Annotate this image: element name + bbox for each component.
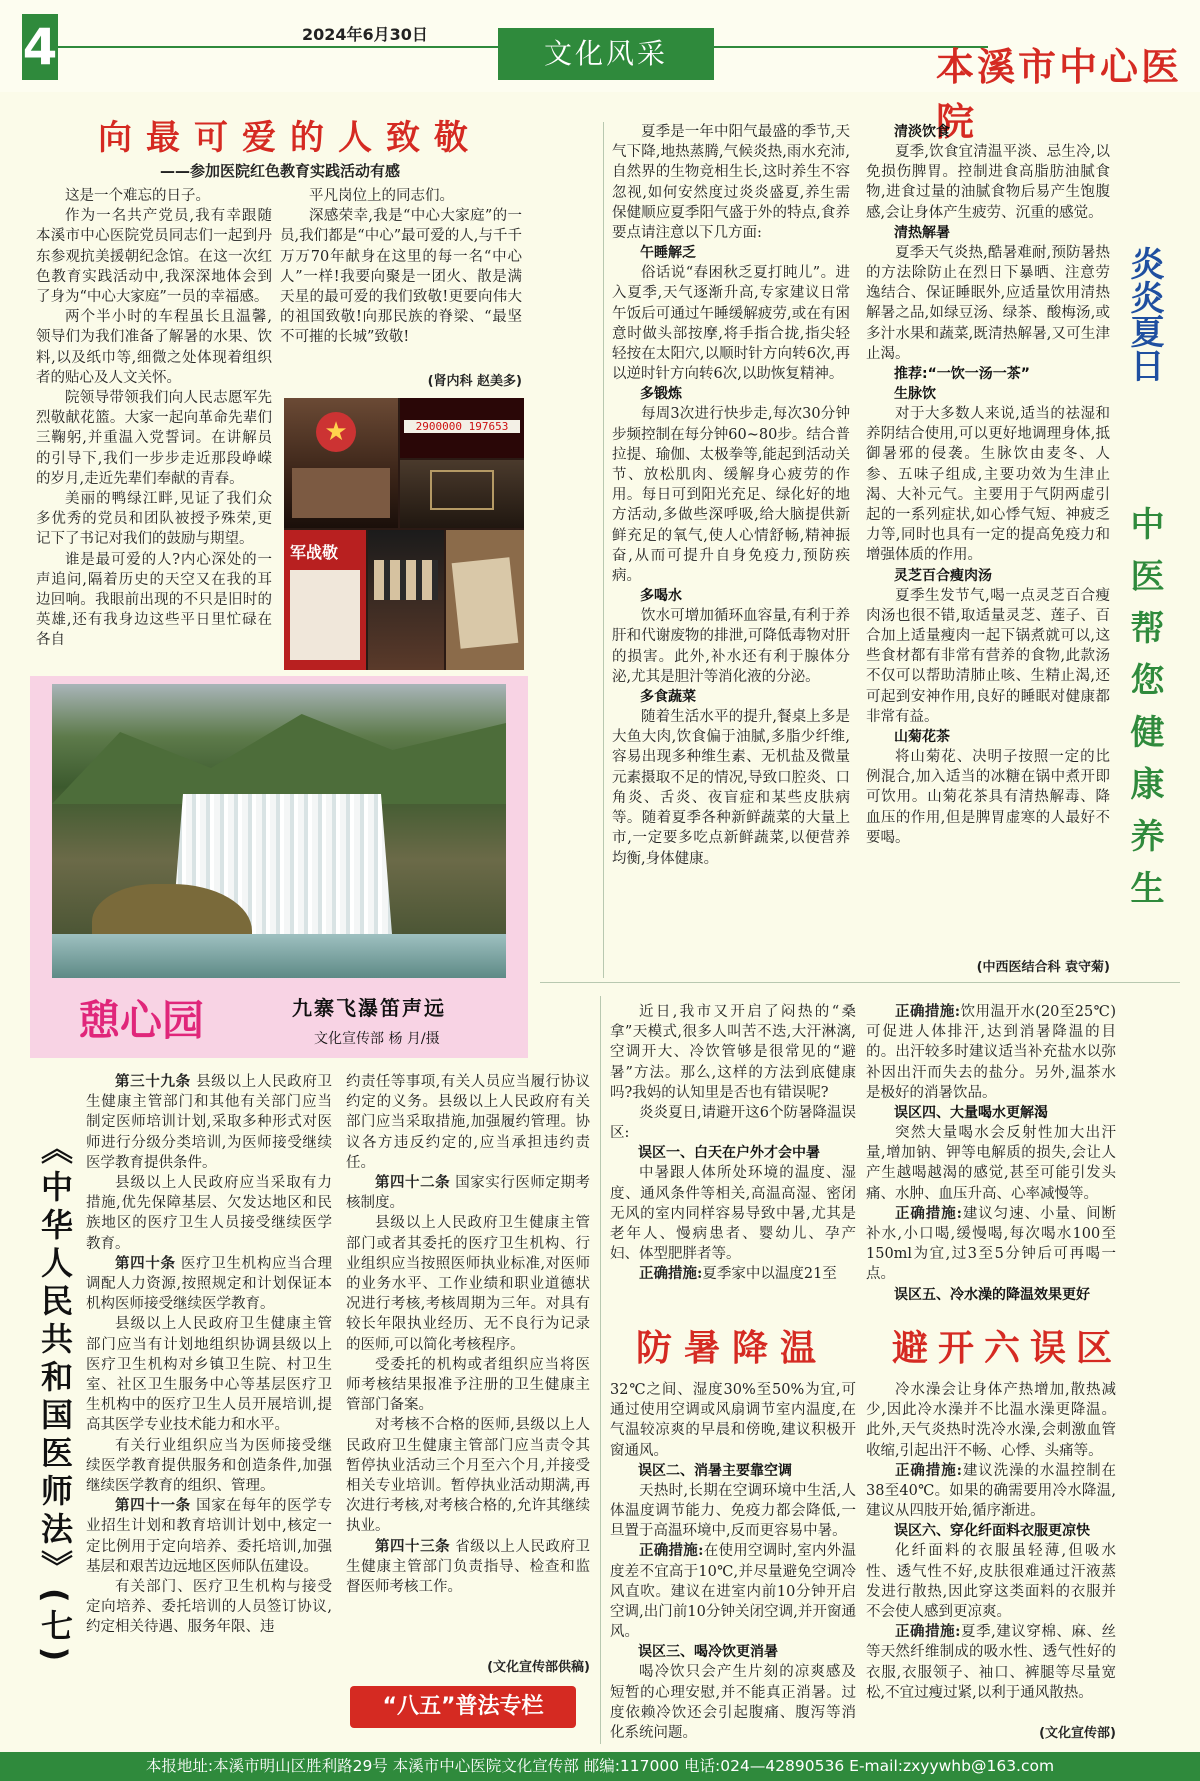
heat-col2-bottom [866,1380,1116,1720]
law-article [86,1173,332,1254]
measure-label: 正确措施: [895,1003,961,1020]
article-text: 有关行业组织应当为医师接受继续医学教育提供服务和创造条件,加强继续医学教育的组织、管理。 [86,1437,332,1495]
photo-paper [452,557,519,649]
subheading: 多喝水 [640,588,682,605]
photo-panel [290,570,360,660]
issue-date: 2024年6月30日 [302,25,428,44]
paragraph: 化纤面料的衣服虽轻薄,但吸水性、透气性不好,皮肤很难通过汗液蒸发进行散热,因此穿这类面料的衣服并不会使人感到更凉爽。 [866,1543,1116,1621]
article-number: 第三十九条 [115,1073,191,1090]
article-text: 县级以上人民政府应当采取有力措施,优先保障基层、欠发达地区和民族地区的医疗卫生人员接受继续医学教育。 [86,1175,332,1252]
measure-text: 夏季家中以温度21至 [702,1266,837,1283]
law-signature: (文化宣传部供稿) [487,1660,590,1675]
article-text: 对考核不合格的医师,县级以上人民政府卫生健康主管部门应当责令其暂停执业活动三个月至六个月,并接受相关专业培训。暂停执业活动期满,再次进行考核,对考核合格的,允许其继续执业。 [346,1417,590,1535]
paragraph: 美丽的鸭绿江畔,见证了我们众多优秀的党员和团队被授予殊荣,更记下了书记对我们的鼓励与期望。 [36,491,272,548]
subheading: 多锻炼 [640,386,682,403]
measure-text: 建议匀速、小量、间断补水,小口喝,缓慢喝,每次喝水100至150ml为宜,过3至5分钟后可再喝一点。 [866,1205,1116,1283]
measure [610,1264,856,1284]
article-text: 国家在每年的医学专业招生计划和教育培训计划中,核定一定比例用于定向培养、委托培训,加强基层和艰苦边远地区医师队伍建设。 [86,1498,332,1575]
measure-text: 在使用空调时,室内外温度差不宜高于10℃,并尽量避免空调冷风直吹。建议在进室内前10分钟开启空调,出门前10分钟关闭空调,并开窗通风。 [610,1543,856,1641]
waterfall-photo [52,684,506,978]
article-text: 国家实行医师定期考核制度。 [346,1175,590,1212]
paragraph: 饮水可增加循环血容量,有利于养肝和代谢废物的排泄,可降低毒物对肝的损害。此外,补水还有利于腺体分泌,尤其是胆汁等消化液的分泌。 [612,608,850,685]
measure [866,1622,1116,1703]
heat-col1-bottom [610,1380,856,1744]
article-number: 第四十二条 [375,1174,451,1192]
measure [866,1002,1116,1103]
law-col1 [86,1072,332,1744]
paragraph: 深感荣幸,我是“中心大家庭”的一员,我们都是“中心”最可爱的人,与千千万万70年献身在这里的每一名“中心人”一样!我要向聚是一团火、散是满天星的最可爱的我们致敬!更要向伟大的祖国致敬!向那民族的脊梁、“最坚不可摧的长城”致敬! [280,208,522,346]
counter-text: 2900000 197653 [404,420,520,433]
law-article [86,1314,332,1435]
subheading: 误区四、大量喝水更解渴 [894,1105,1048,1122]
subheading: 误区一、白天在户外才会中暑 [638,1145,820,1162]
paragraph: 中暑跟人体所处环境的温度、湿度、通风条件等相关,高温高湿、密闭无风的室内同样容易导致中暑,尤其是老年人、慢病患者、婴幼儿、孕产妇、体型肥胖者等。 [610,1165,856,1263]
paragraph: 天热时,长期在空调环境中生活,人体温度调节能力、免疫力都会降低,一旦置于高温环境中,反而更容易中暑。 [610,1482,856,1540]
paragraph: 谁是最可爱的人?内心深处的一声追问,隔着历史的天空又在我的耳边回响。我眼前出现的不只是旧时的英雄,还有我身边这些平日里忙碌在各自 [36,551,272,649]
paragraph: 冷水澡会让身体产热增加,散热减少,因此冷水澡并不比温水澡更降温。此外,天气炎热时洗冷水澡,会刺激血管收缩,引起出汗不畅、心悸、头痛等。 [866,1382,1116,1459]
law-article [86,1496,332,1577]
subheading: 误区三、喝冷饮更消暑 [638,1644,778,1661]
measure [866,1204,1116,1285]
paragraph: 近日,我市又开启了闷热的“桑拿”天模式,很多人叫苦不迭,大汗淋漓,空调开大、冷饮管够是很常见的“避暑”方法。那么,这样的方法到底健康吗?我妈的认知里是否也有错误呢? [610,1004,856,1101]
article-text: 县级以上人民政府卫生健康主管部门或者其委托的医疗卫生机构、行业组织应当按照医师执业标准,对医师的业务水平、工作业绩和职业道德状况进行考核,考核周期为三年。对具有较长年限执业经历、无不良行为记录的医师,可以简化考核程序。 [346,1215,590,1353]
paragraph: 作为一名共产党员,我有幸跟随本溪市中心医院党员同志们一起到丹东参观抗美援朝纪念馆。在这一次红色教育实践活动中,我深深地体会到了身为“中心大家庭”一员的幸福感。 [36,208,272,306]
xixin-panel [30,676,528,1058]
photo-memorial-frame [430,470,494,510]
article1-signature: (肾内科 赵美多) [427,374,522,389]
photo-counter-board [400,398,524,458]
paragraph: 突然大量喝水会反射性加大出汗量,增加钠、钾等电解质的损失,会让人产生越喝越渴的感觉,甚至可能引发头痛、水肿、血压升高、心率减慢等。 [866,1125,1116,1202]
section-title: 文化风采 [498,28,714,80]
law-article [86,1436,332,1497]
pool-shape [52,934,506,978]
measure [610,1541,856,1642]
law-article [86,1254,332,1315]
measure-text: 建议洗澡的水温控制在38至40℃。如果的确需要用冷水降温,建议从四肢开始,循序渐进。 [866,1462,1116,1520]
heat-title-left: 防暑降温 [636,1328,829,1369]
summer-vertical-title-2: 中医帮您健康养生 [1124,506,1164,922]
measure-text: 夏季,建议穿棉、麻、丝等天然纤维制成的吸水性、透气性好的衣服,衣服领子、袖口、裤腿等尽量宽松,不宜过瘦过紧,以利于通风散热。 [866,1624,1116,1701]
subheading: 推荐:“一饮一汤一茶” [894,366,1031,383]
page-number: 4 [22,14,58,80]
measure [866,1461,1116,1522]
xixin-label: 憩心园 [78,996,205,1045]
mountain-shape [52,714,506,804]
law-article [86,1577,332,1638]
subheading: 多食蔬菜 [640,689,696,706]
article-text: 医疗卫生机构应当合理调配人力资源,按照规定和计划保证本机构医师接受继续医学教育。 [86,1255,332,1313]
article-number: 第四十三条 [375,1537,451,1555]
paragraph: 炎炎夏日,请避开这6个防暑降温误区: [610,1105,856,1142]
article-text: 受委托的机构或者组织应当将医师考核结果报准予注册的卫生健康主管部门备案。 [346,1356,590,1414]
article-text: 有关部门、医疗卫生机构与接受定向培养、委托培训的人员签订协议,约定相关待遇、服务年限、违 [86,1579,332,1636]
article1-col1 [36,186,272,676]
article-text: 县级以上人民政府卫生健康主管部门应当有计划地组织协调县级以上医疗卫生机构对乡镇卫生院、村卫生室、社区卫生服务中心等基层医疗卫生机构中的医疗卫生人员开展培训,提高其医学专业技术能力和水平。 [86,1316,332,1434]
article1-title: 向最可爱的人致敬 [98,118,482,158]
article-text: 约责任等事项,有关人员应当履行协议约定的义务。县级以上人民政府有关部门应当采取措施,加强履约管理。协议各方违反约定的,应当承担违约责任。 [346,1074,590,1171]
paragraph: 两个半小时的车程虽长且温馨,领导们为我们准备了解暑的水果、饮料,以及纸巾等,细微之处体现着组织者的贴心及人文关怀。 [36,309,272,386]
subheading: 山菊花茶 [894,729,950,746]
photo-memorial-hall [400,460,524,528]
summer-col1 [612,122,850,978]
column-rule [600,996,601,1744]
heat-col1-top [610,1002,856,1302]
law-article [346,1173,590,1213]
subheading: 误区六、穿化纤面料衣服更凉快 [894,1523,1090,1540]
measure-label: 正确措施: [639,1542,704,1560]
paragraph: 院领导带领我们向人民志愿军先烈敬献花篮。大家一起向革命先辈们三鞠躬,并重温入党誓词。在讲解员的引导下,我们一步步走近那段峥嵘的岁月,走近先辈们奉献的青春。 [36,390,272,487]
law-banner: “八五”普法专栏 [350,1686,576,1728]
heat-col2-top [866,1002,1116,1302]
article1-col2 [280,186,522,376]
article-number: 第四十条 [115,1254,176,1272]
photo-caption: 九寨飞瀑笛声远 [292,996,446,1020]
measure-label: 正确措施: [895,1461,962,1479]
summer-signature: (中西医结合科 袁守菊) [976,960,1110,975]
measure-label: 正确措施: [639,1265,703,1283]
column-rule [603,122,604,978]
photo-figures [368,530,444,670]
photo-credit: 文化宣传部 杨 月/摄 [314,1031,440,1047]
law-article [346,1213,590,1354]
museum-photo-collage [284,398,524,670]
paragraph: 夏季天气炎热,酷暑难耐,预防暑热的方法除防止在烈日下暴晒、注意劳逸结合、保证睡眠外,应适量饮用清热解暑之品,如绿豆汤、绿茶、酸梅汤,或多汁水果和蔬菜,既清热解暑,又可生津止渴。 [866,244,1110,362]
photo-figures-row [374,560,438,600]
measure-text: 饮用温开水(20至25℃)可促进人体排汗,达到消暑降温的目的。出汗较多时建议适当补充盐水以弥补因出汗而失去的盐分。另外,温茶水是极好的消暑饮品。 [866,1004,1116,1101]
article-number: 第四十一条 [115,1497,191,1515]
heat-title-right: 避开六误区 [892,1328,1123,1369]
law-article [346,1355,590,1416]
subheading: 灵芝百合瘦肉汤 [894,567,992,584]
photo-document [446,530,524,670]
law-article [346,1072,590,1173]
article-text: 省级以上人民政府卫生健康主管部门负责指导、检查和监督医师考核工作。 [346,1538,590,1596]
paragraph: 平凡岗位上的同志们。 [309,188,454,204]
hospital-name: 本溪市中心医院 [936,44,1183,144]
paragraph: 夏季是一年中阳气最盛的季节,天气下降,地热蒸腾,气候炎热,雨水充沛,自然界的生物竞相生长,这时养生不容忽视,如何安然度过炎炎盛夏,养生需保健顺应夏季阳气盛于外的特点,食养要点请注意以下几方面: [612,124,850,242]
subheading: 清淡饮食 [894,124,950,140]
paragraph: 随着生活水平的提升,餐桌上多是大鱼大肉,饮食偏于油腻,多脂少纤维,容易出现多种维生素、无机盐及微量元素摄取不足的情况,导致口腔炎、口角炎、舌炎、夜盲症和某些皮肤病等。随着夏季各种新鲜蔬菜的大量上市,一定要多吃点新鲜蔬菜,以便营养均衡,身体健康。 [612,709,850,867]
subheading: 清热解暑 [894,224,950,241]
summer-vertical-title-1: 炎炎夏日 [1124,246,1164,382]
page-footer: 本报地址:本溪市明山区胜利路29号 本溪市中心医院文化宣传部 邮编:117000 电话:024—42890536 E-mail:zxyywhb@163.com [0,1752,1200,1781]
paragraph: 夏季生发节气,喝一点灵芝百合瘦肉汤也很不错,取适量灵芝、莲子、百合加上适量瘦肉一起下锅煮就可以,这些食材都有非常有营养的食物,此款汤不仅可以帮助清肺止咳、生精止渴,还可起到安神作用,良好的睡眠对健康都非常有益。 [866,587,1110,725]
law-article [346,1415,590,1536]
article-text: 县级以上人民政府卫生健康主管部门和其他有关部门应当制定医师培训计划,采取多种形式对医师进行分级分类培训,为医师接受继续医学教育提供条件。 [86,1074,332,1171]
paragraph: 将山菊花、决明子按照一定的比例混合,加入适当的冰糖在锅中煮开即可饮用。山菊花茶具有清热解毒、降血压的作用,但是脾胃虚寒的人最好不要喝。 [866,749,1110,846]
law-article [86,1072,332,1173]
paragraph: 这是一个难忘的日子。 [65,188,210,204]
paragraph: 每周3次进行快步走,每次30分钟步频控制在每分钟60~80步。结合普拉提、瑜伽、太极拳等,能起到活动关节、放松肌肉、缓解身心疲劳的作用。每日可到阳光充足、绿化好的地方活动,多做些深呼吸,给大脑提供新鲜充足的氧气,使人心情舒畅,精神振奋,从而可提升自身免疫力,预防疾病。 [612,406,850,585]
subheading: 午睡解乏 [640,245,696,262]
paragraph: 对于大多数人来说,适当的祛湿和养阴结合使用,可以更好地调理身体,抵御暑邪的侵袭。生脉饮由麦冬、人参、五味子组成,主要功效为生津止渴、大补元气。主要用于气阴两虚引起的一系列症状,如心悸气短、神疲乏力等,同时也具有一定的提高免疫力和增强体质的作用。 [866,406,1110,564]
banner-text: 军战敬 [290,543,339,562]
subheading: 误区五、冷水澡的降温效果更好 [894,1286,1090,1302]
measure-label: 正确措施: [895,1204,962,1222]
star-emblem-icon: ★ [316,412,356,452]
paragraph: 32℃之间、湿度30%至50%为宜,可通过使用空调或风扇调节室内温度,在气温较凉爽的早晨和傍晚,建议积极开窗通风。 [610,1382,856,1459]
paragraph: 俗话说“春困秋乏夏打盹儿”。进入夏季,天气逐渐升高,专家建议日常午饭后可通过午睡缓解疲劳,或在有困意时做头部按摩,将手指合拢,指尖轻轻按在太阳穴,以顺时针方向转6次,再以逆时针方向转6次,以助恢复精神。 [612,265,850,383]
law-col2 [346,1072,590,1646]
subheading: 生脉饮 [894,386,936,403]
summer-col2 [866,122,1110,958]
section-divider [540,982,1180,983]
measure-label: 正确措施: [895,1623,961,1641]
photo-stage [292,468,390,518]
photo-exhibit-banner [284,530,366,670]
heat-signature: (文化宣传部) [1039,1726,1116,1741]
article1-subtitle: ——参加医院红色教育实践活动有感 [160,162,401,180]
photo-museum-hall [284,398,398,528]
paragraph: 喝冷饮只会产生片刻的凉爽感及短暂的心理安慰,并不能真正消暑。过度依赖冷饮还会引起腹痛、腹泻等消化系统问题。 [610,1664,856,1742]
law-article [346,1537,590,1598]
paragraph: 夏季,饮食宜清温平淡、忌生冷,以免损伤脾胃。控制进食高脂肪油腻食物,进食过量的油腻食物后易产生饱腹感,会让身体产生疲劳、沉重的感觉。 [866,144,1110,221]
law-vertical-title: 《中华人民共和国医师法》(七) [36,1132,74,1668]
subheading: 误区二、消暑主要靠空调 [638,1462,792,1479]
